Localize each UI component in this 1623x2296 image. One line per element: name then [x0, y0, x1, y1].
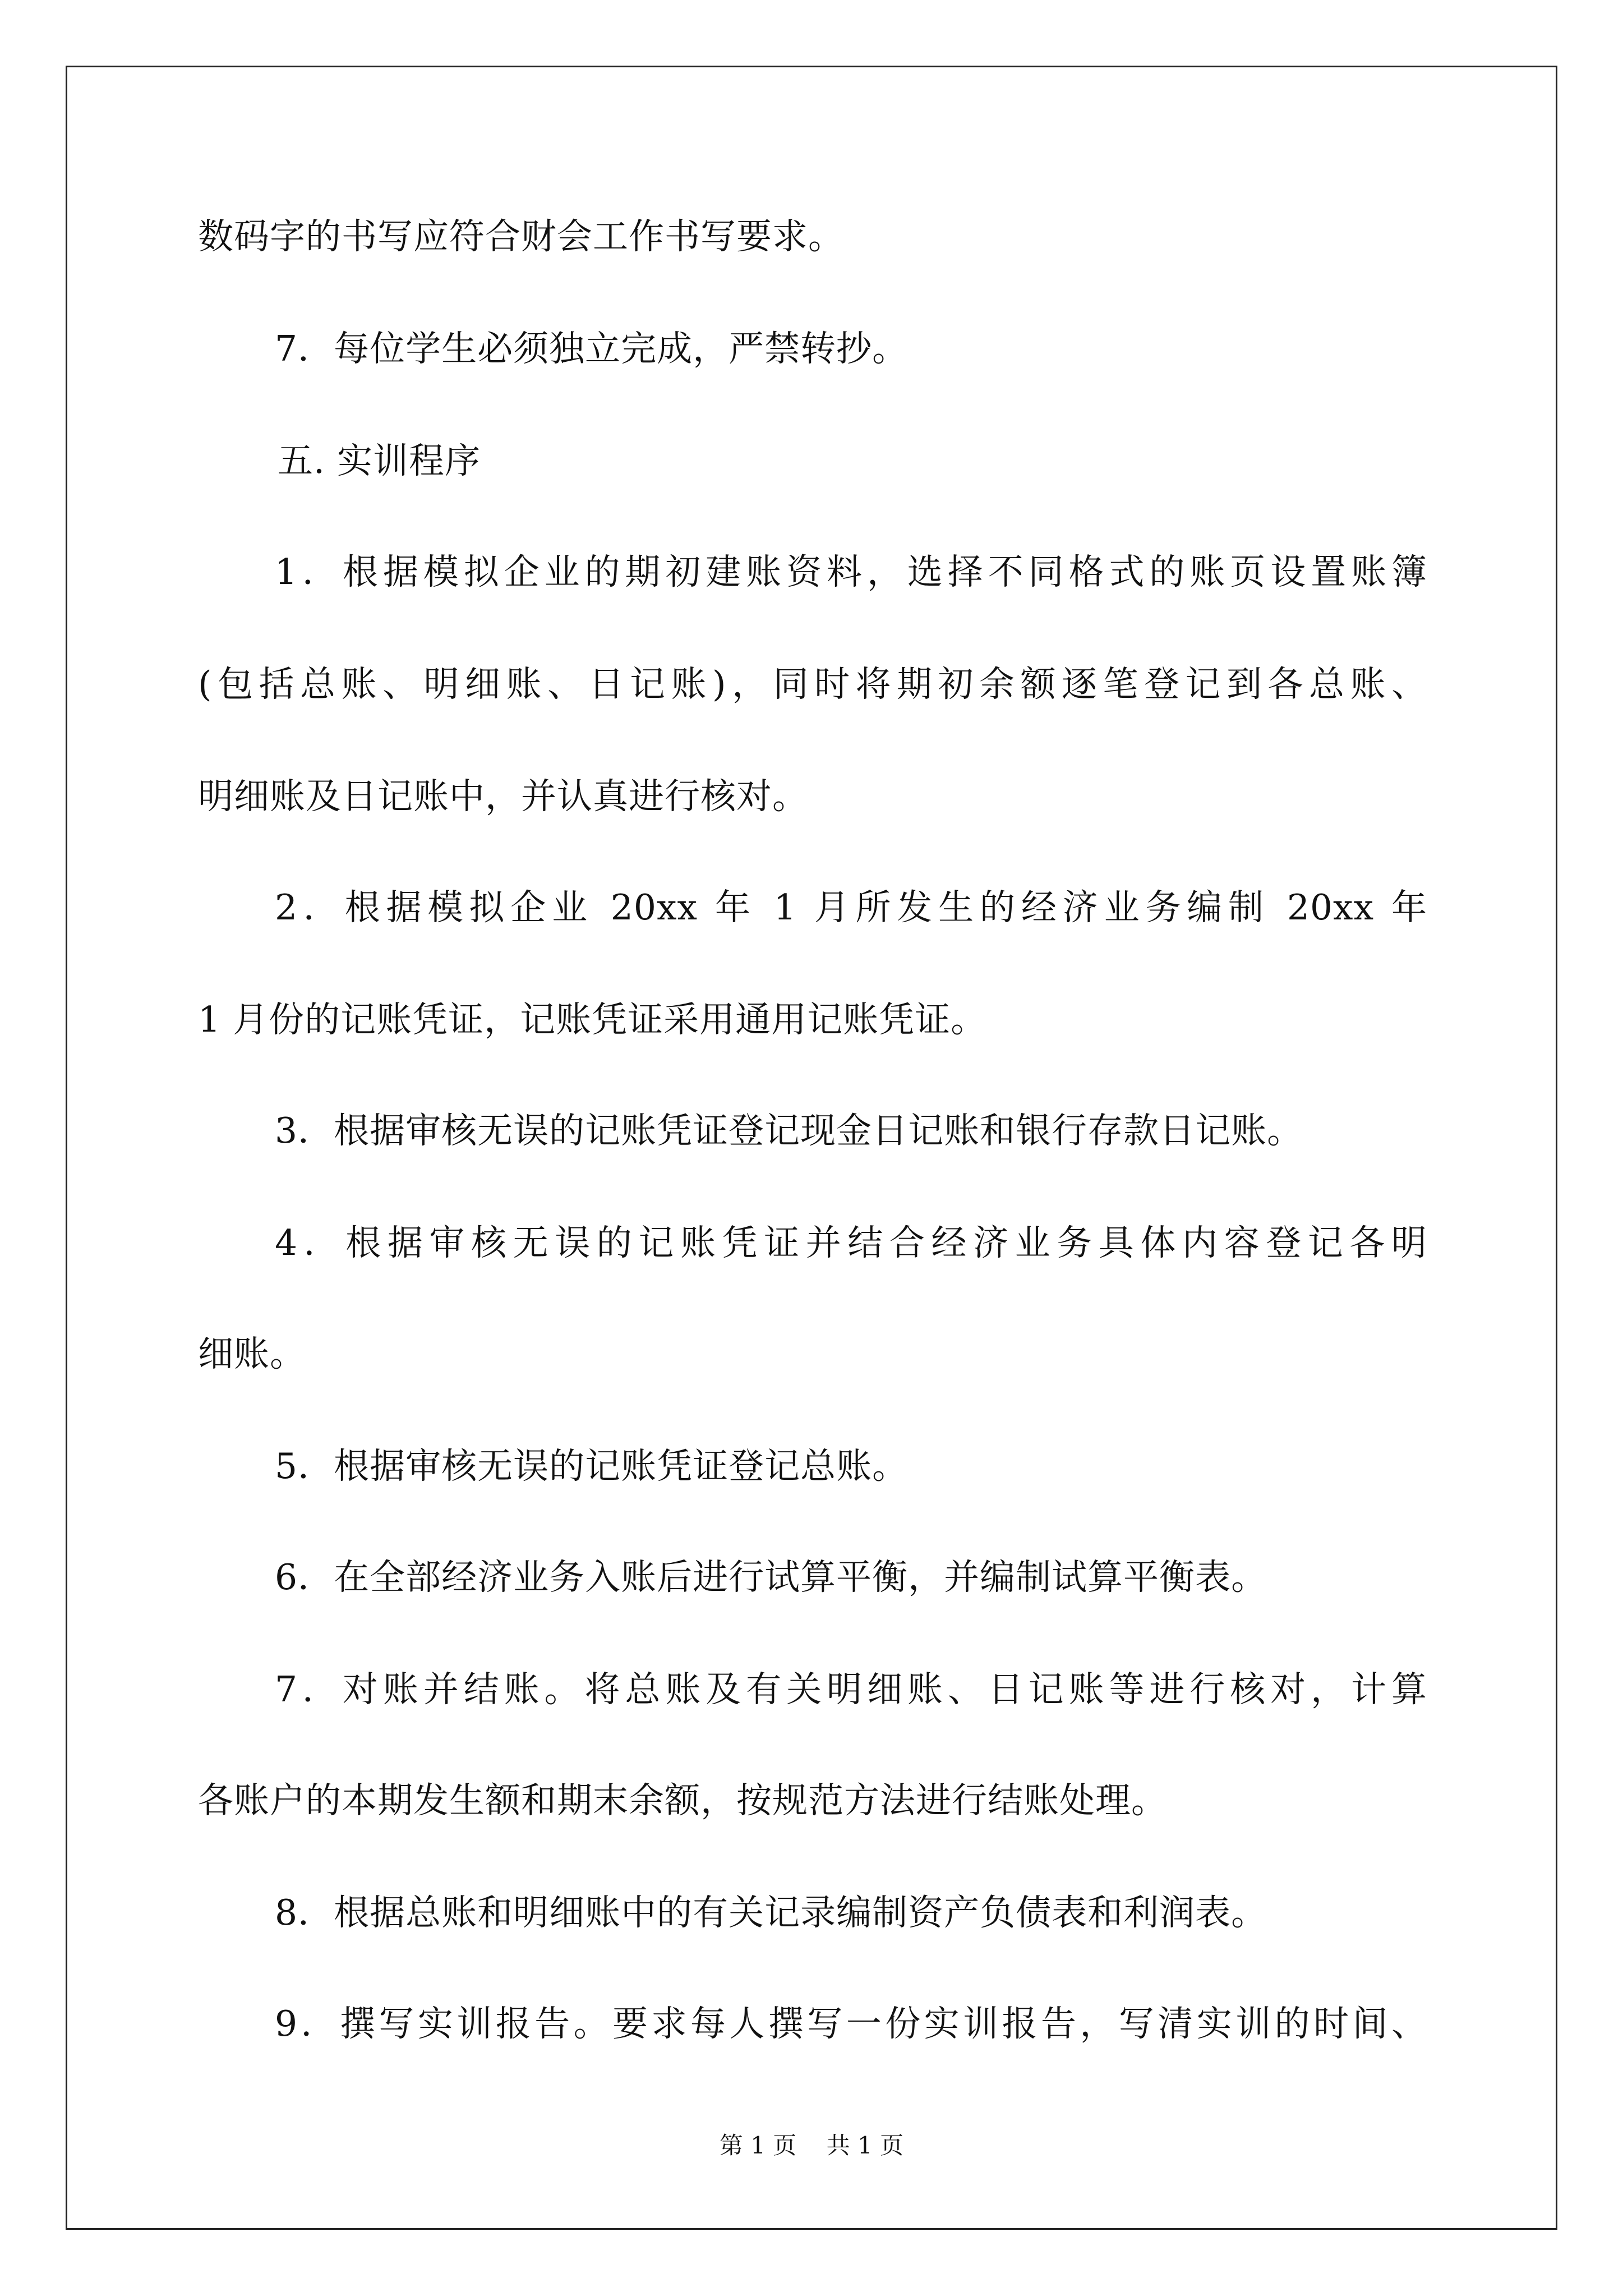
text-line-7: 2．根据模拟企业 20xx 年 1 月所发生的经济业务编制 20xx 年 — [275, 887, 1427, 928]
text-line-1: 数码字的书写应符合财会工作书写要求。 — [198, 216, 844, 257]
text-line-9: 3．根据审核无误的记账凭证登记现金日记账和银行存款日记账。 — [275, 1110, 1303, 1151]
text-line-11: 细账。 — [198, 1333, 306, 1374]
text-line-16: 8．根据总账和明细账中的有关记录编制资产负债表和利润表。 — [275, 1892, 1267, 1933]
text-line-17: 9．撰写实训报告。要求每人撰写一份实训报告，写清实训的时间、 — [275, 2003, 1427, 2044]
text-line-5: (包括总账、明细账、日记账)，同时将期初余额逐笔登记到各总账、 — [198, 664, 1427, 705]
text-line-4: 1．根据模拟企业的期初建账资料，选择不同格式的账页设置账簿 — [275, 551, 1427, 592]
text-line-6: 明细账及日记账中，并认真进行核对。 — [198, 776, 808, 817]
text-line-8: 1 月份的记账凭证，记账凭证采用通用记账凭证。 — [198, 999, 987, 1040]
text-line-12: 5．根据审核无误的记账凭证登记总账。 — [275, 1446, 909, 1487]
text-line-2: 7．每位学生必须独立完成，严禁转抄。 — [275, 328, 909, 369]
text-line-10: 4．根据审核无误的记账凭证并结合经济业务具体内容登记各明 — [275, 1222, 1427, 1263]
text-line-15: 各账户的本期发生额和期末余额，按规范方法进行结账处理。 — [198, 1780, 1167, 1821]
text-line-14: 7．对账并结账。将总账及有关明细账、日记账等进行核对，计算 — [275, 1669, 1427, 1710]
page-number-footer: 第 1 页 共 1 页 — [719, 2132, 904, 2159]
section-heading: 五. 实训程序 — [278, 440, 481, 481]
text-line-13: 6．在全部经济业务入账后进行试算平衡，并编制试算平衡表。 — [275, 1557, 1267, 1598]
